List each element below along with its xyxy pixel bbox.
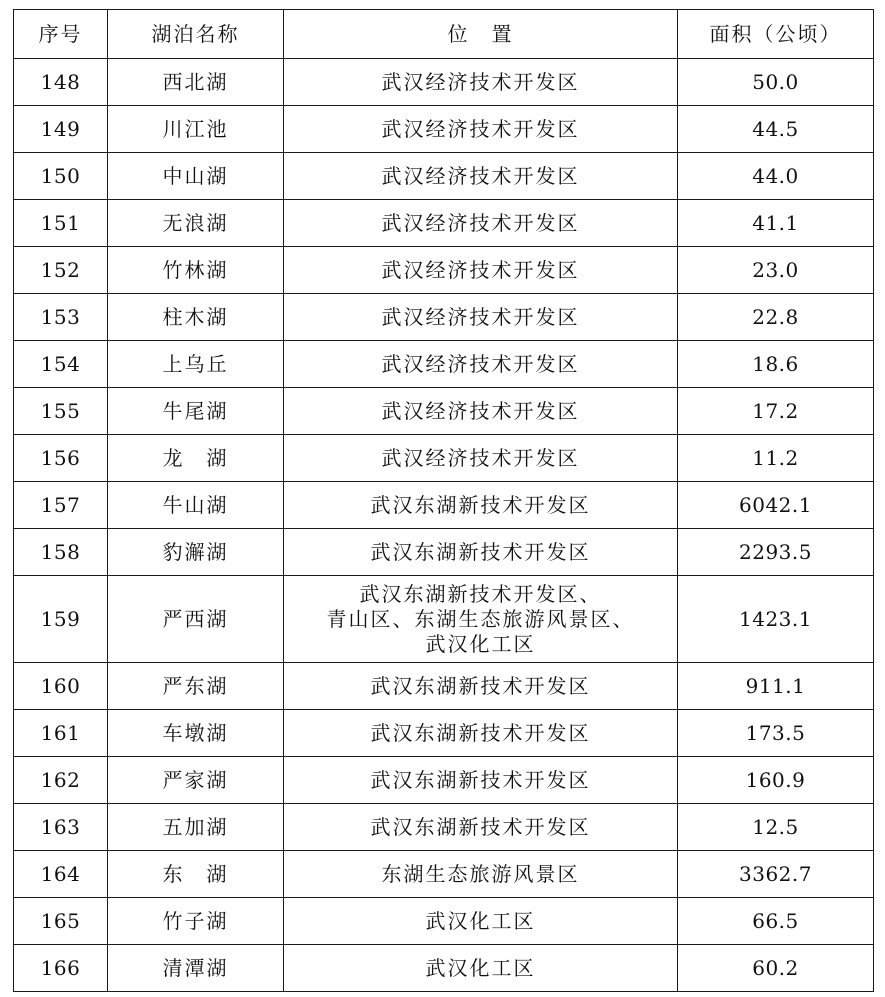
table-row: [14, 106, 874, 153]
table-row: [14, 482, 874, 529]
cell-lake-name: 牛尾湖: [108, 388, 284, 435]
cell-lake-name: 东 湖: [108, 851, 284, 898]
cell-location: [284, 576, 678, 663]
cell-location: [284, 529, 678, 576]
header-location: 位 置: [284, 10, 678, 59]
cell-location: [284, 663, 678, 710]
table-row: [14, 804, 874, 851]
cell-area: 173.5: [678, 710, 874, 757]
cell-area: 41.1: [678, 200, 874, 247]
location-line: 武汉东湖新技术开发区: [370, 721, 591, 745]
cell-area: 12.5: [678, 804, 874, 851]
table-row: [14, 898, 874, 945]
cell-lake-name: 上乌丘: [108, 341, 284, 388]
cell-lake-name: 龙 湖: [108, 435, 284, 482]
cell-lake-name: 严西湖: [108, 576, 284, 663]
location-line: 武汉化工区: [425, 631, 536, 656]
cell-serial-number: 152: [14, 247, 108, 294]
cell-area: 3362.7: [678, 851, 874, 898]
cell-location: [284, 757, 678, 804]
location-line: 武汉东湖新技术开发区: [370, 815, 591, 839]
cell-serial-number: 153: [14, 294, 108, 341]
cell-location: [284, 898, 678, 945]
location-line: 武汉东湖新技术开发区: [370, 768, 591, 792]
location-line: 武汉化工区: [425, 909, 536, 933]
cell-serial-number: 163: [14, 804, 108, 851]
location-line: 武汉经济技术开发区: [381, 352, 580, 376]
table-row: [14, 945, 874, 992]
location-line: 武汉东湖新技术开发区: [370, 674, 591, 698]
cell-location: [284, 341, 678, 388]
cell-location: [284, 945, 678, 992]
table-row: [14, 435, 874, 482]
cell-location: [284, 247, 678, 294]
cell-lake-name: 竹子湖: [108, 898, 284, 945]
header-area: 面积（公顷）: [678, 10, 874, 59]
location-line: 武汉经济技术开发区: [381, 211, 580, 235]
cell-area: 44.5: [678, 106, 874, 153]
table-row: [14, 247, 874, 294]
cell-lake-name: 无浪湖: [108, 200, 284, 247]
cell-area: 50.0: [678, 59, 874, 106]
cell-area: 6042.1: [678, 482, 874, 529]
table-row: [14, 59, 874, 106]
location-line: 武汉东湖新技术开发区: [370, 540, 591, 564]
cell-location: [284, 153, 678, 200]
cell-lake-name: 严家湖: [108, 757, 284, 804]
cell-lake-name: 车墩湖: [108, 710, 284, 757]
header-lake-name: 湖泊名称: [108, 10, 284, 59]
table-row: [14, 663, 874, 710]
cell-area: 60.2: [678, 945, 874, 992]
cell-serial-number: 150: [14, 153, 108, 200]
cell-area: 66.5: [678, 898, 874, 945]
cell-location: [284, 482, 678, 529]
cell-location: [284, 294, 678, 341]
table-row: [14, 710, 874, 757]
cell-serial-number: 148: [14, 59, 108, 106]
cell-lake-name: 清潭湖: [108, 945, 284, 992]
cell-lake-name: 竹林湖: [108, 247, 284, 294]
cell-location: [284, 804, 678, 851]
location-line: 武汉经济技术开发区: [381, 164, 580, 188]
cell-lake-name: 川江池: [108, 106, 284, 153]
cell-lake-name: 严东湖: [108, 663, 284, 710]
lake-table-container: [13, 9, 873, 992]
location-line: 青山区、东湖生态旅游风景区、: [326, 606, 635, 631]
cell-serial-number: 154: [14, 341, 108, 388]
cell-serial-number: 165: [14, 898, 108, 945]
cell-lake-name: 豹澥湖: [108, 529, 284, 576]
location-line: 武汉经济技术开发区: [381, 258, 580, 282]
cell-location: [284, 388, 678, 435]
cell-serial-number: 157: [14, 482, 108, 529]
cell-lake-name: 西北湖: [108, 59, 284, 106]
table-row: [14, 153, 874, 200]
table-row: [14, 529, 874, 576]
location-line: 武汉经济技术开发区: [381, 70, 580, 94]
table-row: [14, 294, 874, 341]
table-header: [14, 10, 874, 59]
cell-serial-number: 159: [14, 576, 108, 663]
cell-lake-name: 牛山湖: [108, 482, 284, 529]
cell-serial-number: 161: [14, 710, 108, 757]
cell-area: 17.2: [678, 388, 874, 435]
table-row: [14, 200, 874, 247]
header-row: [14, 10, 874, 59]
cell-location: [284, 710, 678, 757]
table-body: [14, 59, 874, 992]
location-line: 武汉化工区: [425, 956, 536, 980]
cell-location: [284, 435, 678, 482]
cell-serial-number: 151: [14, 200, 108, 247]
table-row: [14, 341, 874, 388]
cell-location: [284, 851, 678, 898]
table-row: [14, 388, 874, 435]
cell-lake-name: 中山湖: [108, 153, 284, 200]
cell-serial-number: 160: [14, 663, 108, 710]
location-line: 武汉经济技术开发区: [381, 117, 580, 141]
cell-serial-number: 149: [14, 106, 108, 153]
cell-location: [284, 200, 678, 247]
cell-area: 2293.5: [678, 529, 874, 576]
cell-location: [284, 59, 678, 106]
location-line: 武汉东湖新技术开发区: [370, 493, 591, 517]
location-line: 东湖生态旅游风景区: [381, 862, 580, 886]
cell-area: 22.8: [678, 294, 874, 341]
table-row: [14, 757, 874, 804]
cell-area: 11.2: [678, 435, 874, 482]
cell-serial-number: 164: [14, 851, 108, 898]
cell-area: 911.1: [678, 663, 874, 710]
cell-area: 18.6: [678, 341, 874, 388]
cell-area: 23.0: [678, 247, 874, 294]
cell-serial-number: 162: [14, 757, 108, 804]
location-line: 武汉经济技术开发区: [381, 446, 580, 470]
cell-serial-number: 166: [14, 945, 108, 992]
table-row: [14, 576, 874, 663]
cell-lake-name: 五加湖: [108, 804, 284, 851]
cell-serial-number: 158: [14, 529, 108, 576]
location-line: 武汉经济技术开发区: [381, 305, 580, 329]
cell-serial-number: 156: [14, 435, 108, 482]
cell-area: 1423.1: [678, 576, 874, 663]
cell-lake-name: 柱木湖: [108, 294, 284, 341]
table-row: [14, 851, 874, 898]
lake-table: [13, 9, 874, 992]
location-line: 武汉经济技术开发区: [381, 399, 580, 423]
location-line: 武汉东湖新技术开发区、: [359, 581, 602, 606]
cell-area: 160.9: [678, 757, 874, 804]
cell-area: 44.0: [678, 153, 874, 200]
cell-location: [284, 106, 678, 153]
cell-serial-number: 155: [14, 388, 108, 435]
header-serial-number: 序号: [14, 10, 108, 59]
